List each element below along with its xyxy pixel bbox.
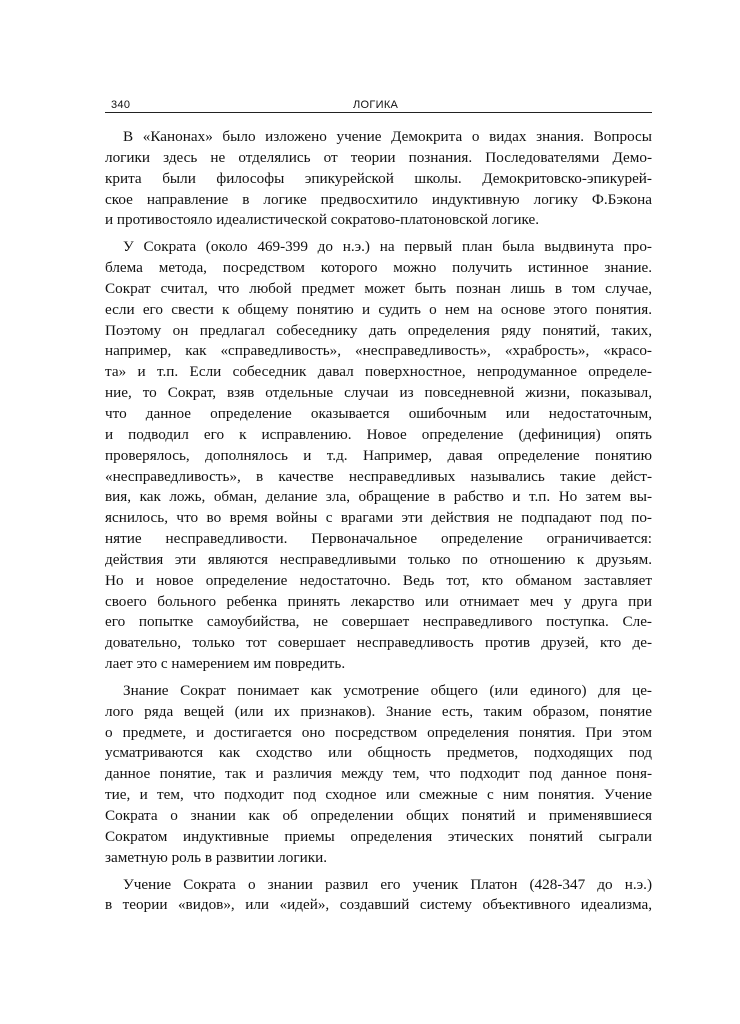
- text-line: логики здесь не отделялись от теории познания. Последователями Демо-: [105, 148, 652, 166]
- text-line: Сократ считал, что любой предмет может быть познан лишь в том случае,: [105, 279, 652, 297]
- running-title: ЛОГИКА: [353, 99, 399, 111]
- paragraph-4: [105, 875, 652, 917]
- text-line: что данное определение оказывается ошибочным или недостаточным,: [105, 404, 652, 422]
- paragraph-1: [105, 127, 652, 231]
- text-line: Знание Сократ понимает как усмотрение общего (или единого) для це-: [123, 681, 652, 699]
- text-line: данное понятие, так и различия между тем, что подходит под данное поня-: [105, 765, 652, 783]
- page-body: [105, 127, 652, 916]
- text-line: своего больного ребенка принять лекарство или отнимает меч у друга при: [105, 592, 652, 610]
- text-line: о предмете, и достигается оно посредством определения понятия. При этом: [105, 723, 652, 741]
- text-line: Учение Сократа о знании развил его ученик Платон (428-347 до н.э.): [123, 875, 652, 893]
- text-line: если его свести к общему понятию и судить о нем на основе этого понятия.: [105, 300, 652, 318]
- text-line: довательно, только тот совершает несправедливость против друзей, кто де-: [105, 634, 652, 652]
- text-line: нятие несправедливости. Первоначальное определение ограничивается:: [105, 530, 652, 548]
- text-line: например, как «справедливость», «несправедливость», «храбрость», «красо-: [105, 342, 652, 360]
- text-line: ние, то Сократ, взяв отдельные случаи из повседневной жизни, показывал,: [105, 384, 652, 402]
- text-line: и противостояло идеалистической сократово-платоновской логике.: [105, 211, 539, 229]
- running-header: [105, 96, 652, 113]
- text-line: лает это с намерением им повредить.: [105, 655, 346, 673]
- paragraph-3: [105, 681, 652, 869]
- text-line: лого ряда вещей (или их признаков). Знание есть, таким образом, понятие: [105, 702, 652, 720]
- text-line: ское направление в логике предвосхитило индуктивную логику Ф.Бэкона: [105, 190, 652, 208]
- page-number: 340: [111, 99, 131, 111]
- text-line: действия эти являются несправедливыми только по отношению к друзьям.: [105, 550, 652, 568]
- text-line: вия, как ложь, обман, делание зла, обращение в рабство и т.п. Но затем вы-: [105, 488, 652, 506]
- text-line: заметную роль в развитии логики.: [105, 848, 328, 866]
- text-line: тие, и тем, что подходит под сходное или смежные с ним понятия. Учение: [105, 786, 652, 804]
- text-line: проверялось, дополнялось и т.д. Например, давая определение понятию: [105, 446, 652, 464]
- text-line: его попытке самоубийства, не совершает несправедливого поступка. Сле-: [105, 613, 652, 631]
- text-line: В «Канонах» было изложено учение Демокрита о видах знания. Вопросы: [123, 128, 652, 145]
- text-line: У Сократа (около 469-399 до н.э.) на первый план была выдвинута про-: [123, 238, 652, 256]
- text-line: яснилось, что во время войны с врагами эти действия не подпадают под по-: [105, 509, 652, 527]
- text-line: усматриваются как сходство или общность предметов, подходящих под: [105, 744, 652, 762]
- text-line: в теории «видов», или «идей», создавший систему объективного идеализма,: [105, 896, 652, 914]
- text-line: та» и т.п. Если собеседник давал поверхностное, непродуманное определе-: [105, 363, 652, 381]
- text-line: Сократа о знании как об определении общих понятий и применявшиеся: [105, 807, 652, 824]
- text-line: крита были философы эпикурейской школы. Демокритовско-эпикурей-: [105, 169, 652, 187]
- text-line: блема метода, посредством которого можно получить истинное знание.: [105, 259, 652, 277]
- text-line: Сократом индуктивные приемы определения этических понятий сыграли: [105, 827, 652, 845]
- text-line: «несправедливость», в качестве несправедливых назывались такие дейст-: [105, 467, 652, 485]
- text-line: и подводил его к исправлению. Новое определение (дефиниция) опять: [105, 425, 652, 443]
- paragraph-2: [105, 237, 652, 675]
- text-line: Поэтому он предлагал собеседнику дать определения ряду понятий, таких,: [105, 321, 652, 339]
- book-page: [105, 96, 652, 916]
- text-line: Но и новое определение недостаточно. Ведь тот, кто обманом заставляет: [105, 571, 652, 589]
